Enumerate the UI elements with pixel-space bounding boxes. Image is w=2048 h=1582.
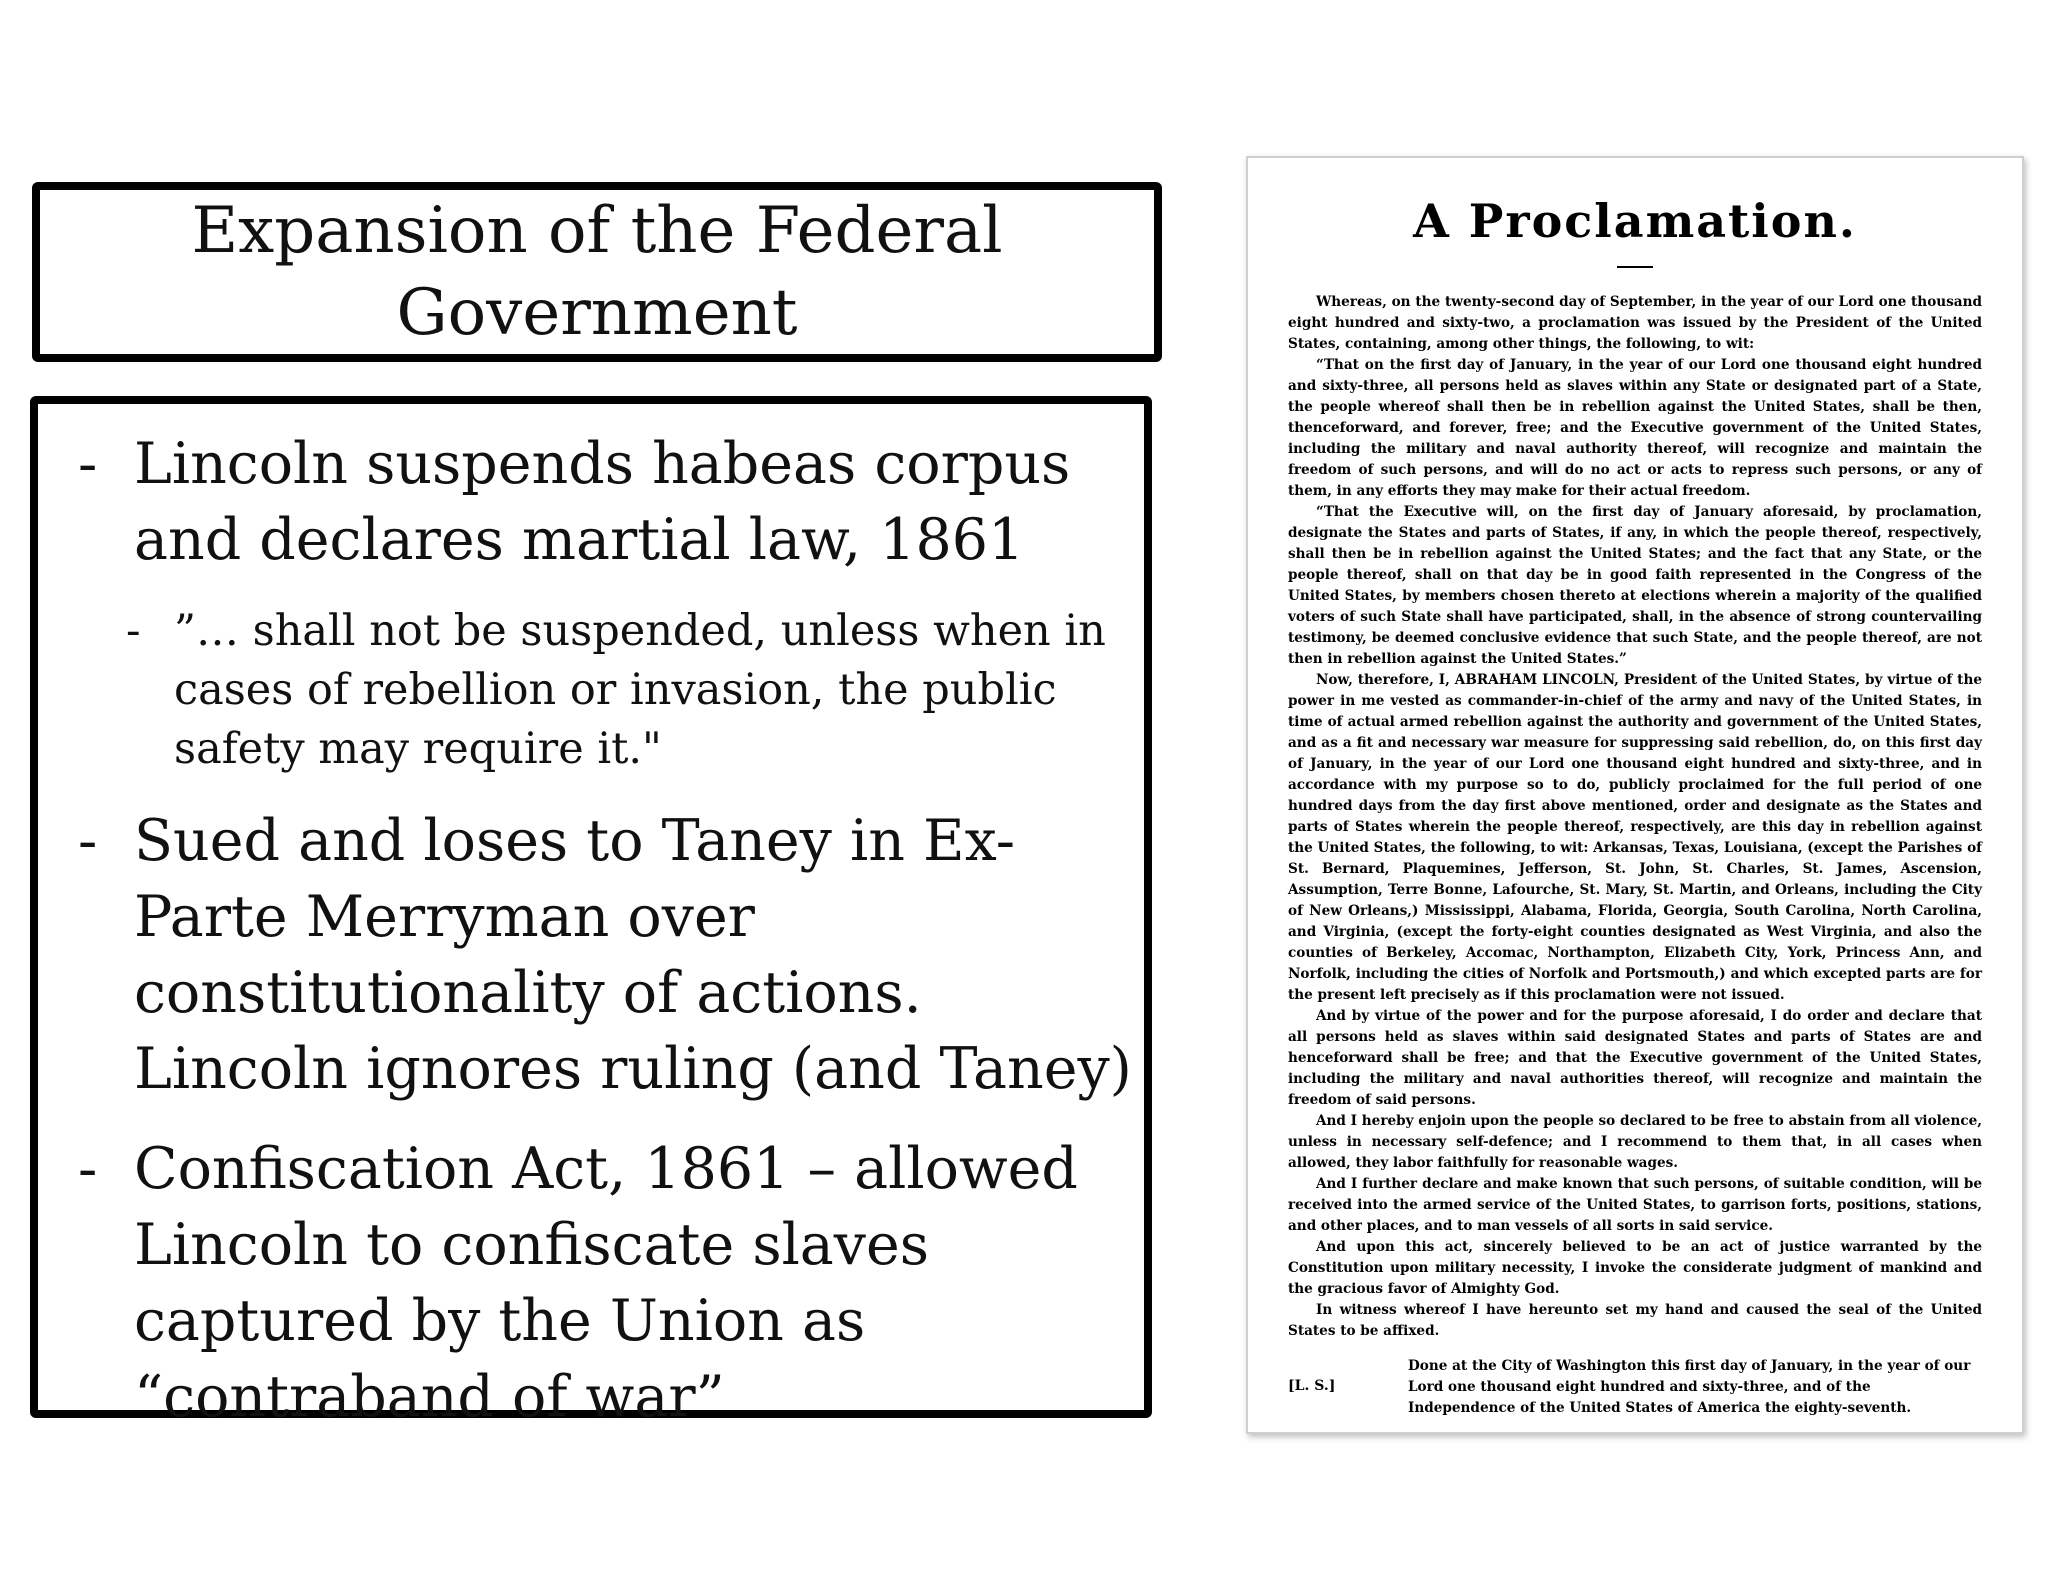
bullet-dash: - xyxy=(78,431,98,497)
bullet-merryman xyxy=(78,803,1138,1107)
bullet-text: ”… shall not be suspended, unless when in cases of rebellion or invasion, the public safety may require it." xyxy=(174,606,1106,774)
proclamation-image xyxy=(1246,156,2024,1434)
bullet-dash: - xyxy=(78,1136,98,1202)
slide-title xyxy=(191,190,1002,354)
proclamation-paragraph: And by virtue of the power and for the purpose aforesaid, I do order and declare that all persons held as slaves within said designated States and parts of States are and henceforward shall be free; and that the Executive government of the United States, including the military and naval authorities thereof, will recognize and maintain the freedom of said persons. xyxy=(1288,1008,1982,1108)
signoff xyxy=(1288,1356,1982,1419)
proclamation-paragraph: And I hereby enjoin upon the people so declared to be free to abstain from all violence, unless in necessary self-defence; and I recommend to them that, in all cases when allowed, they labor faithfully for reasonable wages. xyxy=(1288,1113,1982,1171)
seal-mark: [L. S.] xyxy=(1288,1378,1336,1394)
bullet-confiscation-act xyxy=(78,1131,1138,1435)
proclamation-paragraph: In witness whereof I have hereunto set my hand and caused the seal of the United States to be affixed. xyxy=(1288,1302,1982,1339)
bullet-dash: - xyxy=(78,808,98,874)
sub-bullet-quote xyxy=(126,602,1138,779)
proclamation-paragraph: Whereas, on the twenty-second day of September, in the year of our Lord one thousand eight hundred and sixty-two, a proclamation was issued by the President of the United States, containing, among other things, the following, to wit: xyxy=(1288,294,1982,352)
proclamation-paragraph: And I further declare and make known that such persons, of suitable condition, will be received into the armed service of the United States, to garrison forts, positions, stations, and other places, and to man vessels of all sorts in said service. xyxy=(1288,1176,1982,1234)
proclamation-paragraph: And upon this act, sincerely believed to be an act of justice warranted by the Constitution upon military necessity, I invoke the considerate judgment of mankind and the gracious favor of Almighty God. xyxy=(1288,1239,1982,1297)
proclamation-paragraph: “That the Executive will, on the first day of January aforesaid, by proclamation, designate the States and parts of States, if any, in which the people thereof, respectively, shall then be in rebellion against the United States; and the fact that any State, or the people thereof, shall on that day be in good faith represented in the Congress of the United States, by members chosen thereto at elections wherein a majority of the qualified voters of such State shall have participated, shall, in the absence of strong countervailing testimony, be deemed conclusive evidence that such State, and the people thereof, are not then in rebellion against the United States.” xyxy=(1288,504,1982,667)
slide-title-line2: Government xyxy=(396,276,798,350)
title-rule xyxy=(1617,266,1653,268)
bullet-habeas-corpus xyxy=(78,426,1138,578)
content-box xyxy=(30,396,1152,1430)
slide-title-line1: Expansion of the Federal xyxy=(191,194,1003,268)
bullet-text: Sued and loses to Taney in Ex-Parte Merryman over constitutionality of actions. Lincoln ignores ruling (and Taney) xyxy=(134,808,1132,1102)
closing-text: Done at the City of Washington this first day of January, in the year of our Lord one thousand eight hundred and sixty-three, and of the Independence of the United States of America the eighty-seventh. xyxy=(1408,1358,1971,1416)
bullet-text: Confiscation Act, 1861 – allowed Lincoln to confiscate slaves captured by the Union as “contraband of war” xyxy=(134,1136,1078,1430)
proclamation-paragraph: “That on the first day of January, in the year of our Lord one thousand eight hundred and sixty-three, all persons held as slaves within any State or designated part of a State, the people whereof shall then be in rebellion against the United States, shall be then, thenceforward, and forever, free; and the Executive government of the United States, including the military and naval authority thereof, will recognize and maintain the freedom of such persons, and will do no act or acts to repress such persons, or any of them, in any efforts they may make for their actual freedom. xyxy=(1288,357,1982,499)
bullet-text: Lincoln suspends habeas corpus and declares martial law, 1861 xyxy=(134,431,1071,573)
proclamation-title: A Proclamation. xyxy=(1413,194,1857,248)
title-box xyxy=(32,182,1162,362)
bullet-dash: - xyxy=(126,606,141,656)
proclamation-paragraph: Now, therefore, I, ABRAHAM LINCOLN, President of the United States, by virtue of the power in me vested as commander-in-chief of the army and navy of the United States, in time of actual armed rebellion against the authority and government of the United States, and as a fit and necessary war measure for suppressing said rebellion, do, on this first day of January, in the year of our Lord one thousand eight hundred and sixty-three, and in accordance with my purpose so to do, publicly proclaimed for the full period of one hundred days from the day first above mentioned, order and designate as the States and parts of States wherein the people thereof, respectively, are this day in rebellion against the United States, the following, to wit: Arkansas, Texas, Louisiana, (except the Parishes of St. Bernard, Plaquemines, Jefferson, St. John, St. Charles, St. James, Ascension, Assumption, Terre Bonne, Lafourche, St. Mary, St. Martin, and Orleans, including the City of New Orleans,) Mississippi, Alabama, Florida, Georgia, South Carolina, North Carolina, and Virginia, (except the forty-eight counties designated as West Virginia, and also the counties of Berkeley, Accomac, Northampton, Elizabeth City, York, Princess Ann, and Norfolk, including the cities of Norfolk and Portsmouth,) and which excepted parts are for the present left precisely as if this proclamation were not issued. xyxy=(1288,672,1982,1003)
